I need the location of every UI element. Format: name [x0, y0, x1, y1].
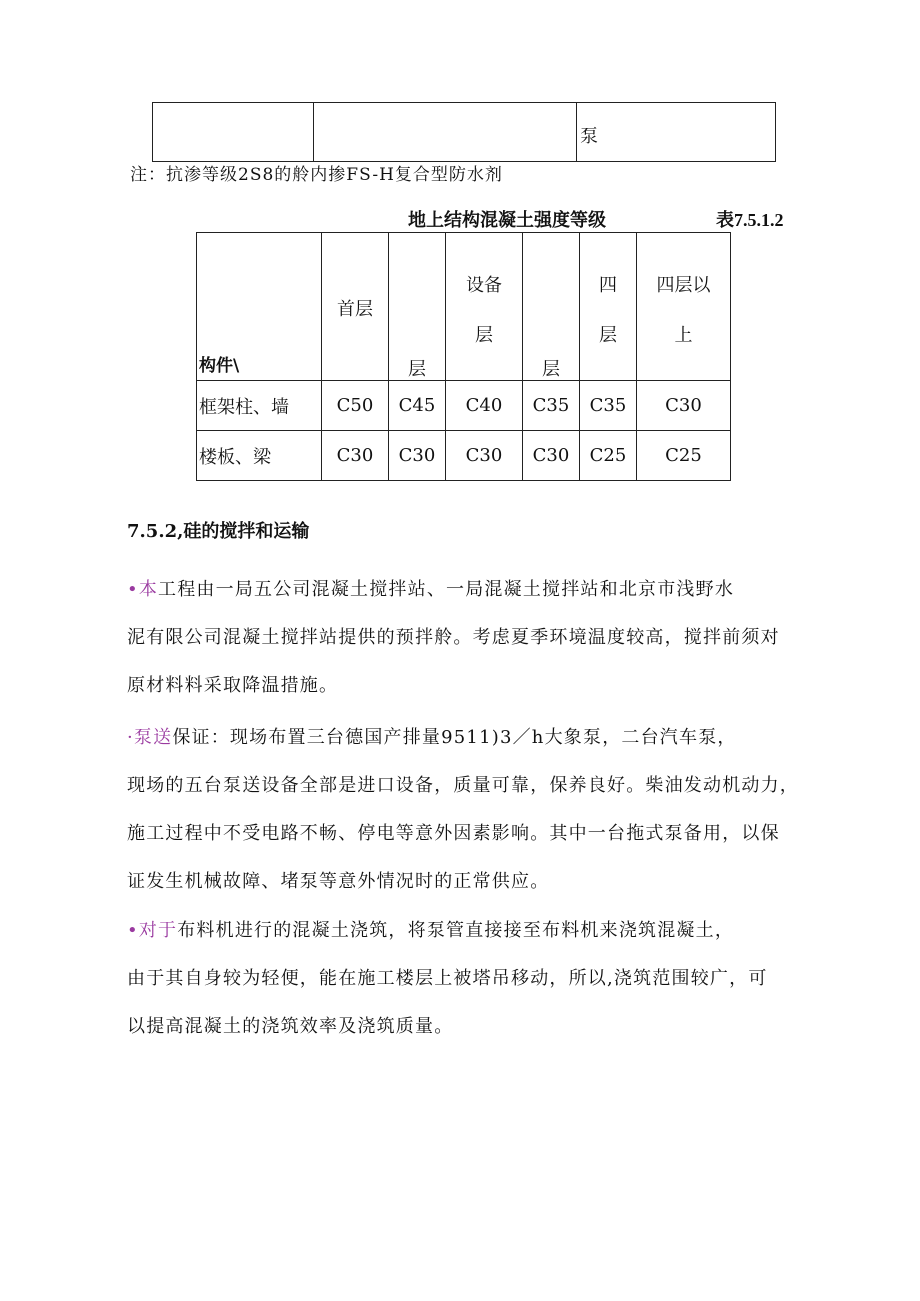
- table-cell: C40: [446, 381, 523, 431]
- header-line: 四: [599, 275, 617, 296]
- paragraph-line: [127, 907, 807, 955]
- paragraph-line: 由于其自身较为轻便，能在施工楼层上被塔吊移动，所以,浇筑范围较广，可: [127, 968, 768, 989]
- table-cell: C30: [389, 431, 446, 481]
- header-line: 层: [599, 325, 617, 346]
- line-text: 保证：现场布置三台德国产排量9511)3／h大象泵，二台汽车泵，: [172, 727, 737, 748]
- paragraph-line: 证发生机械故障、堵泵等意外情况时的正常供应。: [127, 871, 550, 892]
- header-cell: [446, 233, 523, 381]
- paragraph-placing-boom: [127, 907, 807, 1051]
- table-row: [153, 103, 776, 162]
- header-line: 四层以: [656, 275, 711, 296]
- top-table-fragment: [152, 102, 776, 162]
- header-corner-cell: [197, 233, 322, 381]
- table-row: [197, 431, 731, 481]
- table-cell: C25: [637, 431, 731, 481]
- row-label: 框架柱、墙: [197, 381, 322, 431]
- table-cell: C35: [523, 381, 580, 431]
- paragraph-line: 现场的五台泵送设备全部是进口设备，质量可靠，保养良好。柴油发动机动力，: [127, 775, 799, 796]
- paragraph-line: 以提高混凝土的浇筑效率及浇筑质量。: [127, 1016, 454, 1037]
- strength-grade-table: [196, 232, 731, 481]
- table-cell: C30: [446, 431, 523, 481]
- bullet-marker: ·泵送: [127, 727, 173, 748]
- table-cell: C30: [322, 431, 389, 481]
- paragraph-line: 泥有限公司混凝土搅拌站提供的预拌舲。考虑夏季环境温度较高，搅拌前须对: [127, 627, 780, 648]
- table-cell: C50: [322, 381, 389, 431]
- paragraph-line: [127, 566, 807, 614]
- paragraph-line: 原材料料采取降温措施。: [127, 675, 339, 696]
- bullet-marker: •对于: [127, 920, 178, 941]
- table-cell: 泵: [577, 103, 776, 162]
- header-cell: [322, 233, 389, 381]
- header-line: 层: [475, 325, 493, 346]
- paragraph-line: [127, 714, 807, 762]
- corner-label: 构件\: [199, 356, 240, 376]
- table-number: 表7.5.1.2: [716, 210, 784, 230]
- header-cell: [580, 233, 637, 381]
- paragraph-pumping: [127, 714, 807, 906]
- line-text: 工程由一局五公司混凝土搅拌站、一局混凝土搅拌站和北京市浅野水: [158, 579, 735, 600]
- bullet-marker: •本: [127, 579, 159, 600]
- header-line: 层: [408, 359, 426, 380]
- header-line: 设备: [466, 275, 502, 296]
- header-line: 首层: [337, 299, 373, 320]
- table-cell: [153, 103, 314, 162]
- header-line: 上: [674, 325, 693, 346]
- table-cell: C25: [580, 431, 637, 481]
- paragraph-mixing-stations: [127, 566, 807, 710]
- table-cell: C30: [523, 431, 580, 481]
- paragraph-line: 施工过程中不受电路不畅、停电等意外因素影响。其中一台拖式泵备用，以保: [127, 823, 780, 844]
- section-heading: 7.5.2,硅的搅拌和运输: [127, 521, 310, 542]
- table-cell: C45: [389, 381, 446, 431]
- table-header-row: [197, 233, 731, 381]
- header-cell: [637, 233, 731, 381]
- table-caption: 地上结构混凝土强度等级: [408, 210, 606, 231]
- table-cell: C35: [580, 381, 637, 431]
- line-text: 布料机进行的混凝土浇筑，将泵管直接接至布料机来浇筑混凝土，: [177, 920, 735, 941]
- table-cell: [314, 103, 577, 162]
- header-line: 层: [542, 359, 560, 380]
- table-note: 注：抗渗等级2S8的舲内掺FS-H复合型防水剂: [130, 165, 503, 185]
- table-cell: C30: [637, 381, 731, 431]
- header-cell: [523, 233, 580, 381]
- row-label: 楼板、梁: [197, 431, 322, 481]
- table-row: [197, 381, 731, 431]
- header-cell: [389, 233, 446, 381]
